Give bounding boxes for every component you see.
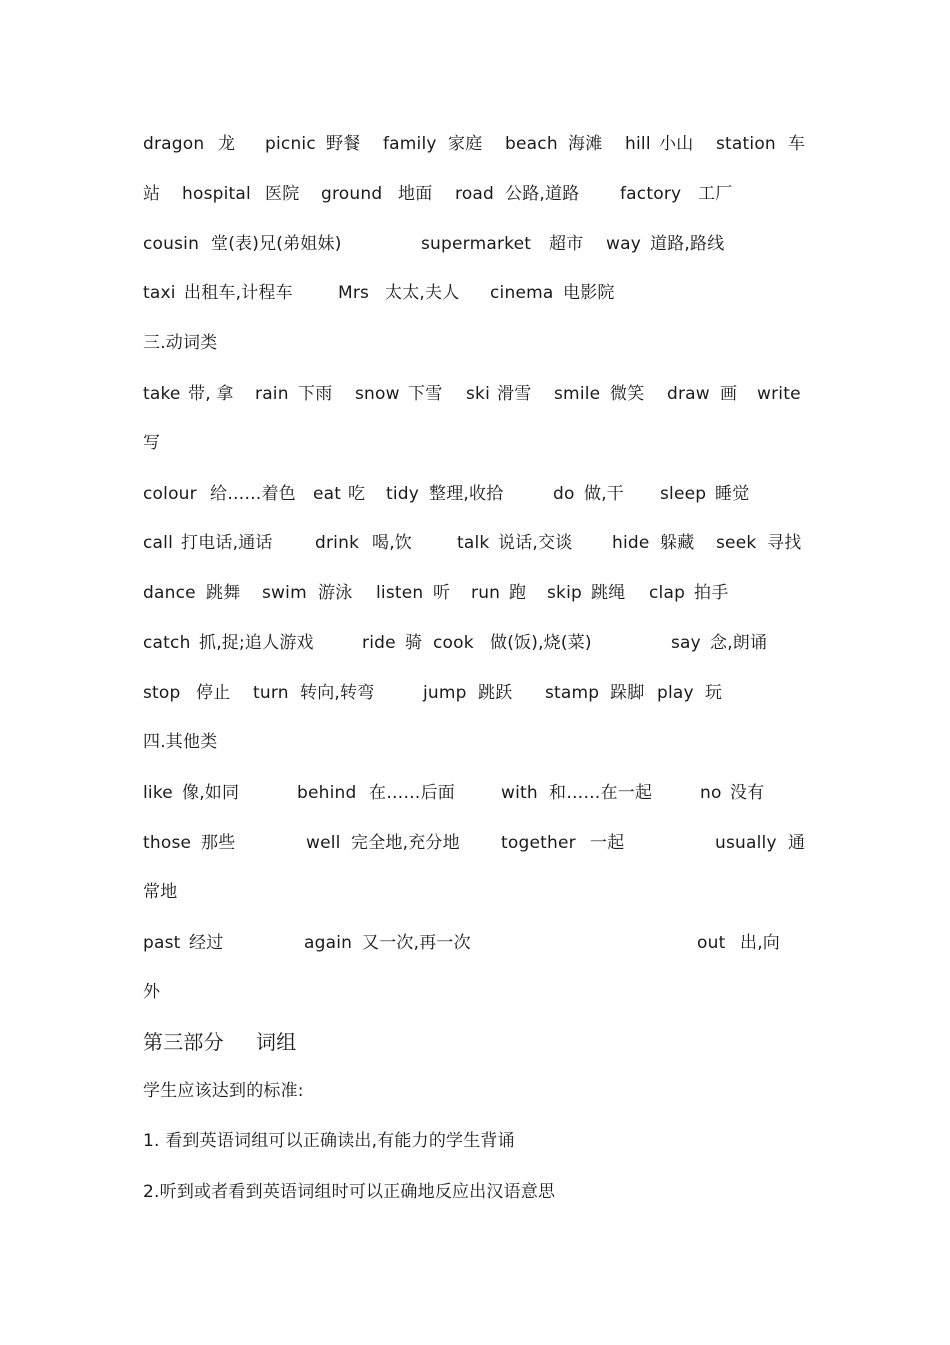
word-supermarket: supermarket — [421, 234, 532, 254]
word-sleep: sleep — [660, 484, 707, 504]
word-tidy: tidy — [386, 484, 420, 504]
meaning-station-part2: 站 — [143, 184, 161, 204]
word-talk: talk — [457, 533, 490, 553]
word-station: station — [716, 134, 776, 154]
meaning-usually-part2: 常地 — [143, 882, 178, 902]
meaning-skip: 跳绳 — [591, 583, 626, 603]
meaning-rain: 下雨 — [298, 384, 333, 404]
meaning-jump: 跳跃 — [478, 683, 513, 703]
meaning-no: 没有 — [730, 783, 765, 803]
meaning-road: 公路,道路 — [505, 184, 580, 204]
meaning-seek: 寻找 — [767, 533, 802, 553]
word-ride: ride — [362, 633, 396, 653]
word-hospital: hospital — [182, 184, 251, 204]
meaning-like: 像,如同 — [182, 783, 240, 803]
meaning-out-part1: 出,向 — [740, 933, 781, 953]
word-behind: behind — [297, 783, 357, 803]
meaning-tidy: 整理,收拾 — [429, 484, 504, 504]
word-take: take — [143, 384, 181, 404]
meaning-those: 那些 — [201, 833, 236, 853]
meaning-colour: 给……着色 — [210, 484, 296, 504]
meaning-take: 带, 拿 — [188, 384, 234, 404]
part-three-title: 词组 — [256, 1030, 297, 1054]
word-like: like — [143, 783, 173, 803]
word-snow: snow — [355, 384, 400, 404]
word-stamp: stamp — [545, 683, 600, 703]
meaning-call: 打电话,通话 — [181, 533, 273, 553]
meaning-beach: 海滩 — [568, 134, 603, 154]
word-hill: hill — [625, 134, 651, 154]
word-ground: ground — [321, 184, 383, 204]
word-together: together — [501, 833, 576, 853]
meaning-family: 家庭 — [448, 134, 483, 154]
word-ski: ski — [466, 384, 491, 404]
part-three-label: 第三部分 — [143, 1030, 224, 1054]
word-seek: seek — [716, 533, 757, 553]
word-call: call — [143, 533, 174, 553]
word-no: no — [700, 783, 722, 803]
meaning-well: 完全地,充分地 — [351, 833, 460, 853]
meaning-past: 经过 — [189, 933, 224, 953]
word-turn: turn — [253, 683, 289, 703]
meaning-drink: 喝,饮 — [372, 533, 413, 553]
meaning-cinema: 电影院 — [563, 283, 615, 303]
meaning-write: 写 — [143, 433, 161, 453]
meaning-snow: 下雪 — [408, 384, 443, 404]
meaning-behind: 在……后面 — [369, 783, 455, 803]
meaning-again: 又一次,再一次 — [362, 933, 471, 953]
meaning-turn: 转向,转弯 — [300, 683, 375, 703]
meaning-draw: 画 — [720, 384, 738, 404]
word-catch: catch — [143, 633, 191, 653]
meaning-sleep: 睡觉 — [715, 484, 750, 504]
meaning-hill: 小山 — [659, 134, 694, 154]
word-dragon: dragon — [143, 134, 205, 154]
word-play: play — [657, 683, 694, 703]
word-do: do — [553, 484, 575, 504]
meaning-hide: 躲藏 — [660, 533, 695, 553]
meaning-smile: 微笑 — [610, 384, 645, 404]
word-past: past — [143, 933, 181, 953]
meaning-ride: 骑 — [405, 633, 423, 653]
word-picnic: picnic — [265, 134, 316, 154]
word-cinema: cinema — [490, 283, 554, 303]
word-with: with — [501, 783, 538, 803]
word-stop: stop — [143, 683, 181, 703]
meaning-ski: 滑雪 — [497, 384, 532, 404]
meaning-cousin: 堂(表)兄(弟姐妹) — [211, 234, 342, 254]
meaning-station-part1: 车 — [788, 134, 806, 154]
meaning-together: 一起 — [590, 833, 625, 853]
word-swim: swim — [262, 583, 307, 603]
word-run: run — [471, 583, 501, 603]
word-beach: beach — [505, 134, 558, 154]
word-say: say — [671, 633, 701, 653]
meaning-cook: 做(饭),烧(菜) — [490, 633, 592, 653]
meaning-catch: 抓,捉;追人游戏 — [199, 633, 314, 653]
word-eat: eat — [313, 484, 342, 504]
meaning-usually-part1: 通 — [788, 833, 806, 853]
word-listen: listen — [376, 583, 424, 603]
meaning-dance: 跳舞 — [206, 583, 241, 603]
meaning-out-part2: 外 — [143, 982, 161, 1002]
meaning-clap: 拍手 — [694, 583, 729, 603]
word-out: out — [697, 933, 726, 953]
meaning-ground: 地面 — [398, 184, 433, 204]
meaning-run: 跑 — [509, 583, 527, 603]
word-cousin: cousin — [143, 234, 200, 254]
meaning-hospital: 医院 — [265, 184, 300, 204]
meaning-talk: 说话,交谈 — [498, 533, 573, 553]
word-factory: factory — [620, 184, 682, 204]
meaning-stamp: 跺脚 — [610, 683, 645, 703]
section-heading-others-text: 四.其他类 — [143, 732, 218, 752]
meaning-supermarket: 超市 — [549, 234, 584, 254]
meaning-factory: 工厂 — [698, 184, 733, 204]
word-draw: draw — [667, 384, 710, 404]
word-well: well — [306, 833, 341, 853]
meaning-play: 玩 — [705, 683, 723, 703]
word-again: again — [304, 933, 353, 953]
section-heading-verbs-text: 三.动词类 — [143, 333, 218, 353]
meaning-do: 做,干 — [584, 484, 625, 504]
word-those: those — [143, 833, 192, 853]
meaning-way: 道路,路线 — [650, 234, 725, 254]
word-write: write — [757, 384, 801, 404]
meaning-with: 和……在一起 — [549, 783, 653, 803]
meaning-picnic: 野餐 — [326, 134, 361, 154]
word-family: family — [383, 134, 437, 154]
word-road: road — [455, 184, 495, 204]
meaning-eat: 吃 — [348, 484, 366, 504]
word-usually: usually — [715, 833, 777, 853]
word-drink: drink — [315, 533, 360, 553]
word-dance: dance — [143, 583, 196, 603]
standard-item-2-text: 2.听到或者看到英语词组时可以正确地反应出汉语意思 — [143, 1182, 556, 1202]
meaning-stop: 停止 — [196, 683, 231, 703]
meaning-dragon: 龙 — [218, 134, 236, 154]
word-rain: rain — [255, 384, 289, 404]
word-mrs: Mrs — [338, 283, 370, 303]
meaning-say: 念,朗诵 — [710, 633, 768, 653]
standard-item-1-text: 1. 看到英语词组可以正确读出,有能力的学生背诵 — [143, 1131, 515, 1151]
meaning-mrs: 太太,夫人 — [385, 283, 460, 303]
word-jump: jump — [423, 683, 467, 703]
word-hide: hide — [612, 533, 650, 553]
word-taxi: taxi — [143, 283, 176, 303]
meaning-swim: 游泳 — [318, 583, 353, 603]
word-cook: cook — [433, 633, 474, 653]
meaning-taxi: 出租车,计程车 — [184, 283, 293, 303]
word-colour: colour — [143, 484, 197, 504]
word-way: way — [606, 234, 641, 254]
standards-intro-text: 学生应该达到的标准: — [143, 1081, 304, 1101]
word-skip: skip — [547, 583, 583, 603]
meaning-listen: 听 — [433, 583, 451, 603]
word-clap: clap — [649, 583, 686, 603]
word-smile: smile — [554, 384, 601, 404]
